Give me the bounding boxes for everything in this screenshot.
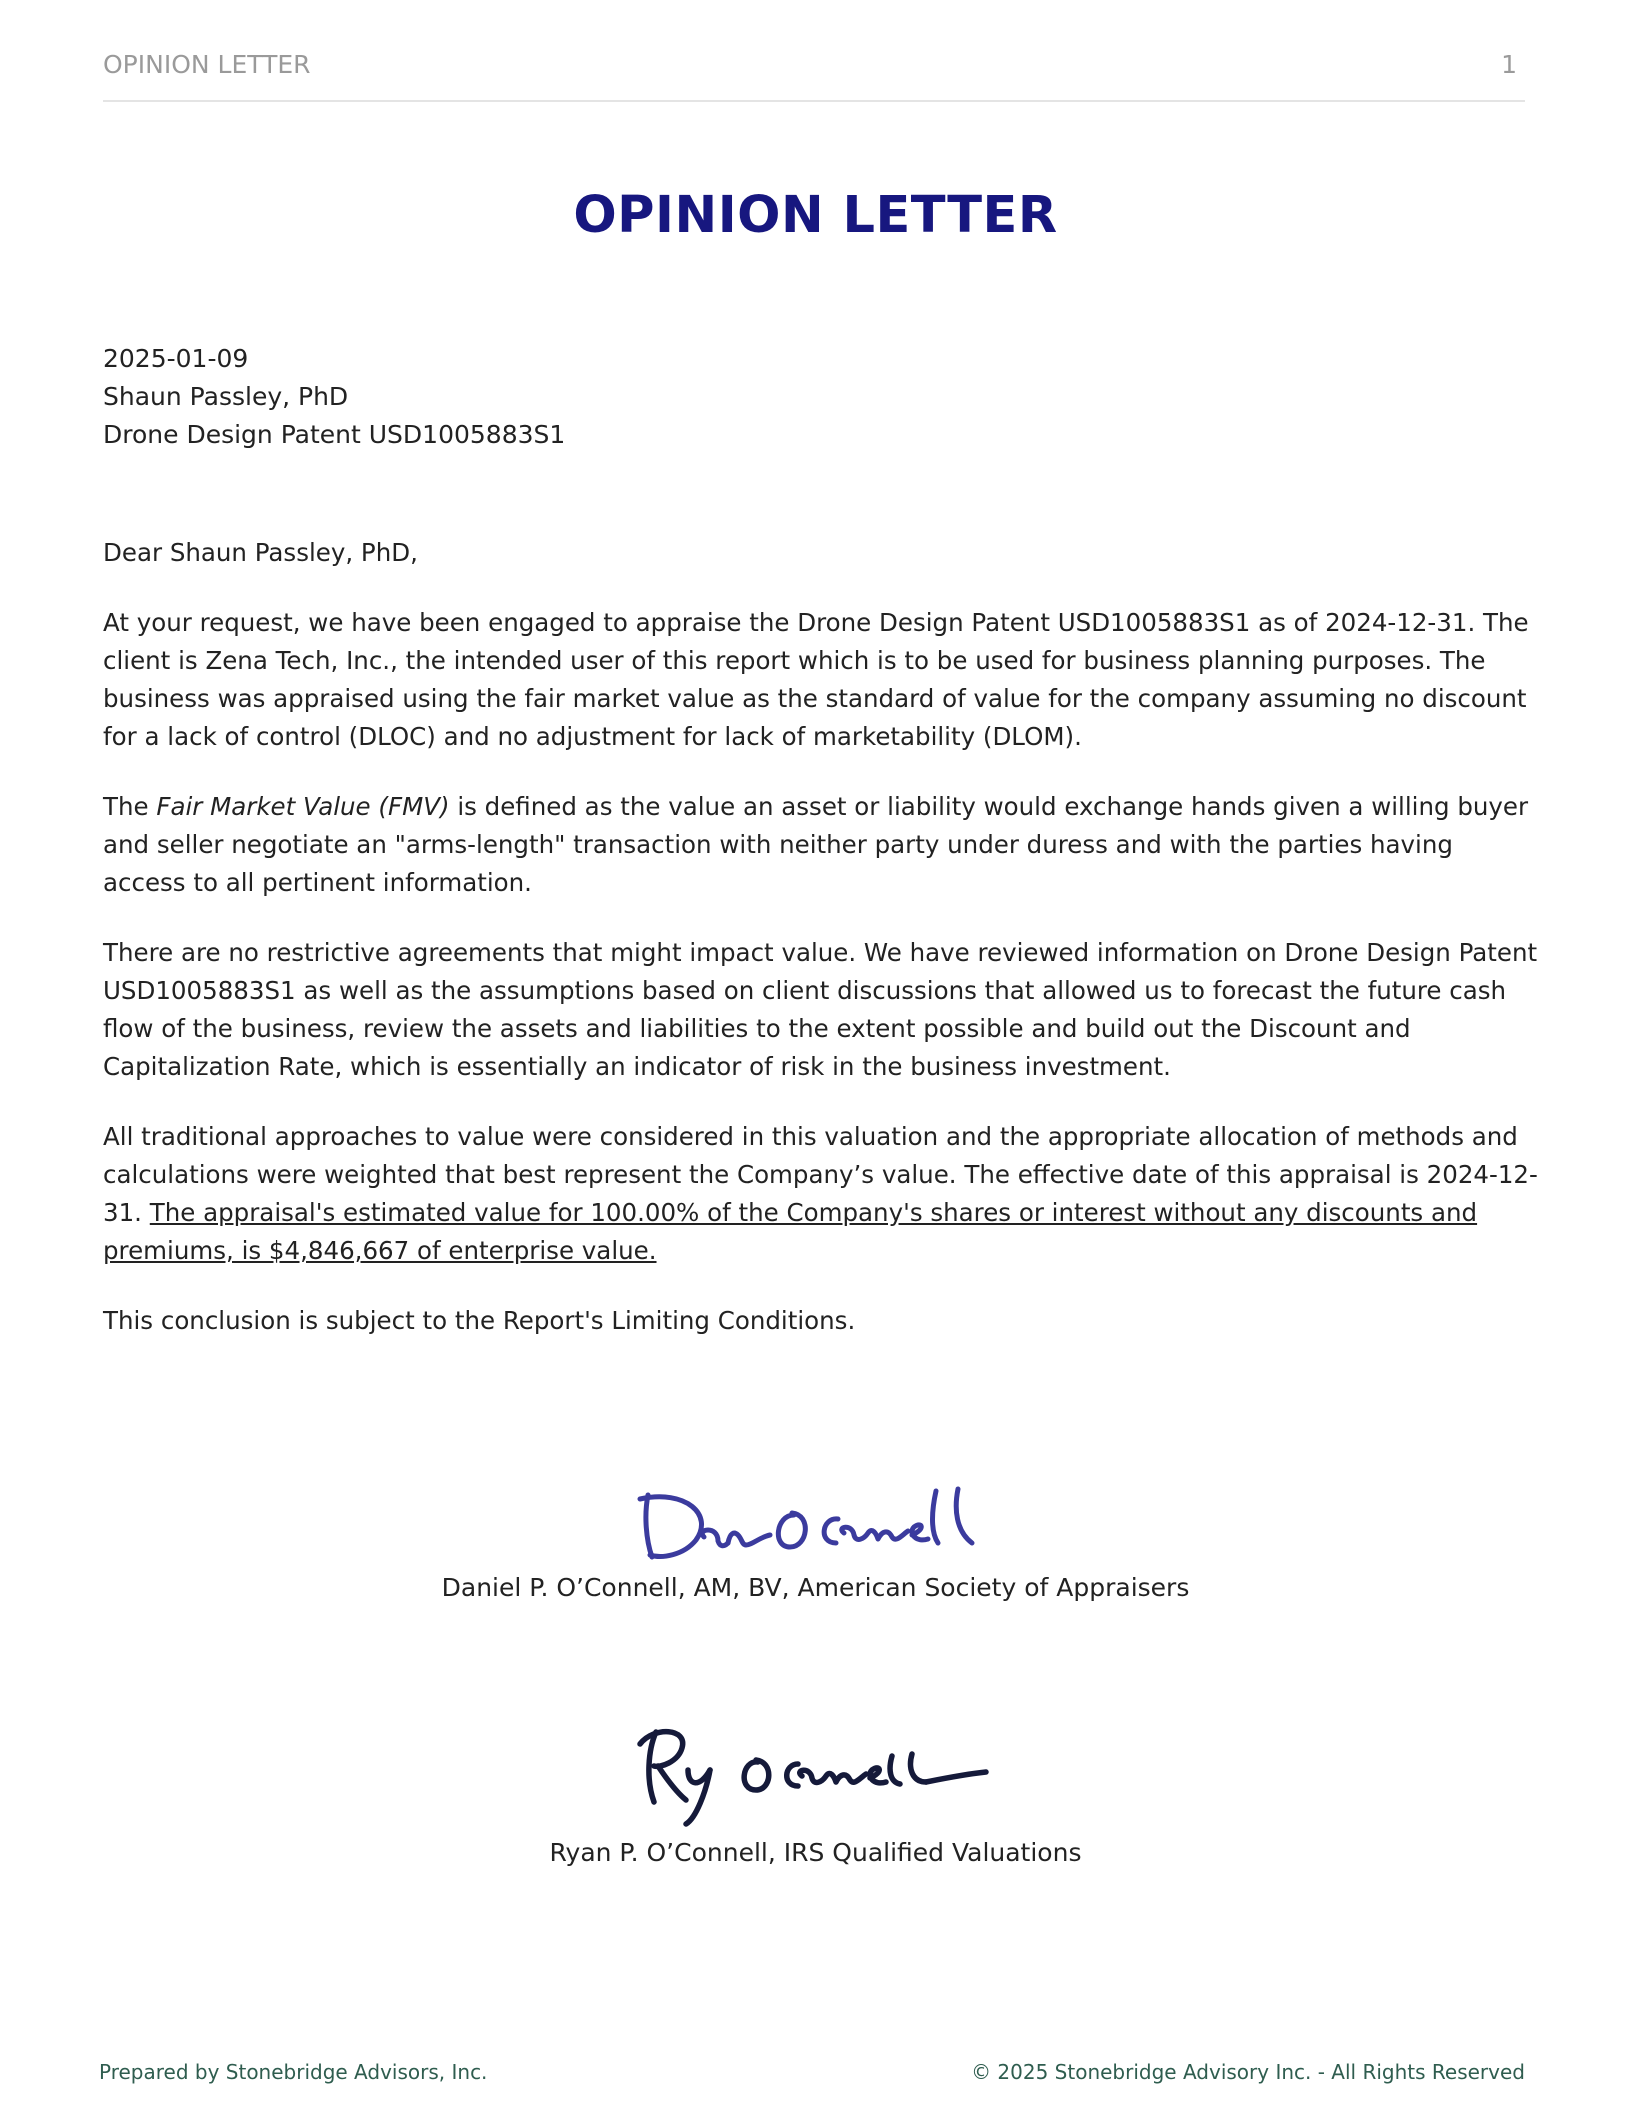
letter-body [103, 534, 1543, 1372]
footer-copyright: © 2025 Stonebridge Advisory Inc. - All Rights Reserved [971, 2060, 1525, 2084]
signatory-name-ryan: Ryan P. O’Connell, IRS Qualified Valuations [549, 1838, 1082, 1867]
signature-block-ryan [0, 1720, 1631, 1867]
letter-date: 2025-01-09 [103, 344, 249, 373]
running-header-title: OPINION LETTER [103, 50, 311, 79]
fmv-term: Fair Market Value (FMV) [156, 792, 450, 821]
fmv-definition: is defined as the value an asset or liability would exchange hands given a willing buyer and seller negotiate an "arms-length" transaction with neither party under duress and with the parties having access to all pertinent information. [103, 792, 1529, 897]
salutation: Dear Shaun Passley, PhD, [103, 538, 418, 567]
paragraph-conclusion [103, 1118, 1543, 1270]
paragraph-restrictions: There are no restrictive agreements that might impact value. We have reviewed information on Drone Design Patent USD1005883S1 as well as the assumptions based on client discussions that allowed us to forecast the future cash flow of the business, review the assets and liabilities to the extent possible and build out the Discount and Capitalization Rate, which is essentially an indicator of risk in the business investment. [103, 938, 1538, 1081]
paragraph-engagement: At your request, we have been engaged to appraise the Drone Design Patent USD1005883S1 as of 2024-12-31. The client is Zena Tech, Inc., the intended user of this report which is to be used for business planning purposes. The business was appraised using the fair market value as the standard of value for the company assuming no discount for a lack of control (DLOC) and no adjustment for lack of marketability (DLOM). [103, 608, 1529, 751]
paragraph-fmv-definition [103, 788, 1543, 902]
conclusion-text: All traditional approaches to value were considered in this valuation and the appropriate allocation of methods and calculations were weighted that best represent the Company’s value. The effective date of this appraisal is 2024-12-31. [103, 1122, 1538, 1227]
page-number: 1 [1501, 50, 1517, 79]
address-block [103, 340, 565, 454]
letter-subject: Drone Design Patent USD1005883S1 [103, 420, 566, 449]
handwritten-signature-ryan [626, 1720, 1006, 1830]
signatory-name-daniel: Daniel P. O’Connell, AM, BV, American Society of Appraisers [441, 1573, 1190, 1602]
paragraph-limiting-conditions: This conclusion is subject to the Report's Limiting Conditions. [103, 1306, 856, 1335]
fmv-prefix: The [103, 792, 157, 821]
handwritten-signature-daniel [626, 1485, 1006, 1565]
document-title: OPINION LETTER [573, 186, 1058, 245]
estimated-value-statement: The appraisal's estimated value for 100.00% of the Company's shares or interest without any discounts and premiums, is $4,846,667 of enterprise value. [103, 1198, 1478, 1265]
signature-block-daniel [0, 1485, 1631, 1602]
footer-prepared-by: Prepared by Stonebridge Advisors, Inc. [99, 2060, 488, 2084]
running-header [103, 46, 1525, 102]
recipient-name: Shaun Passley, PhD [103, 382, 349, 411]
